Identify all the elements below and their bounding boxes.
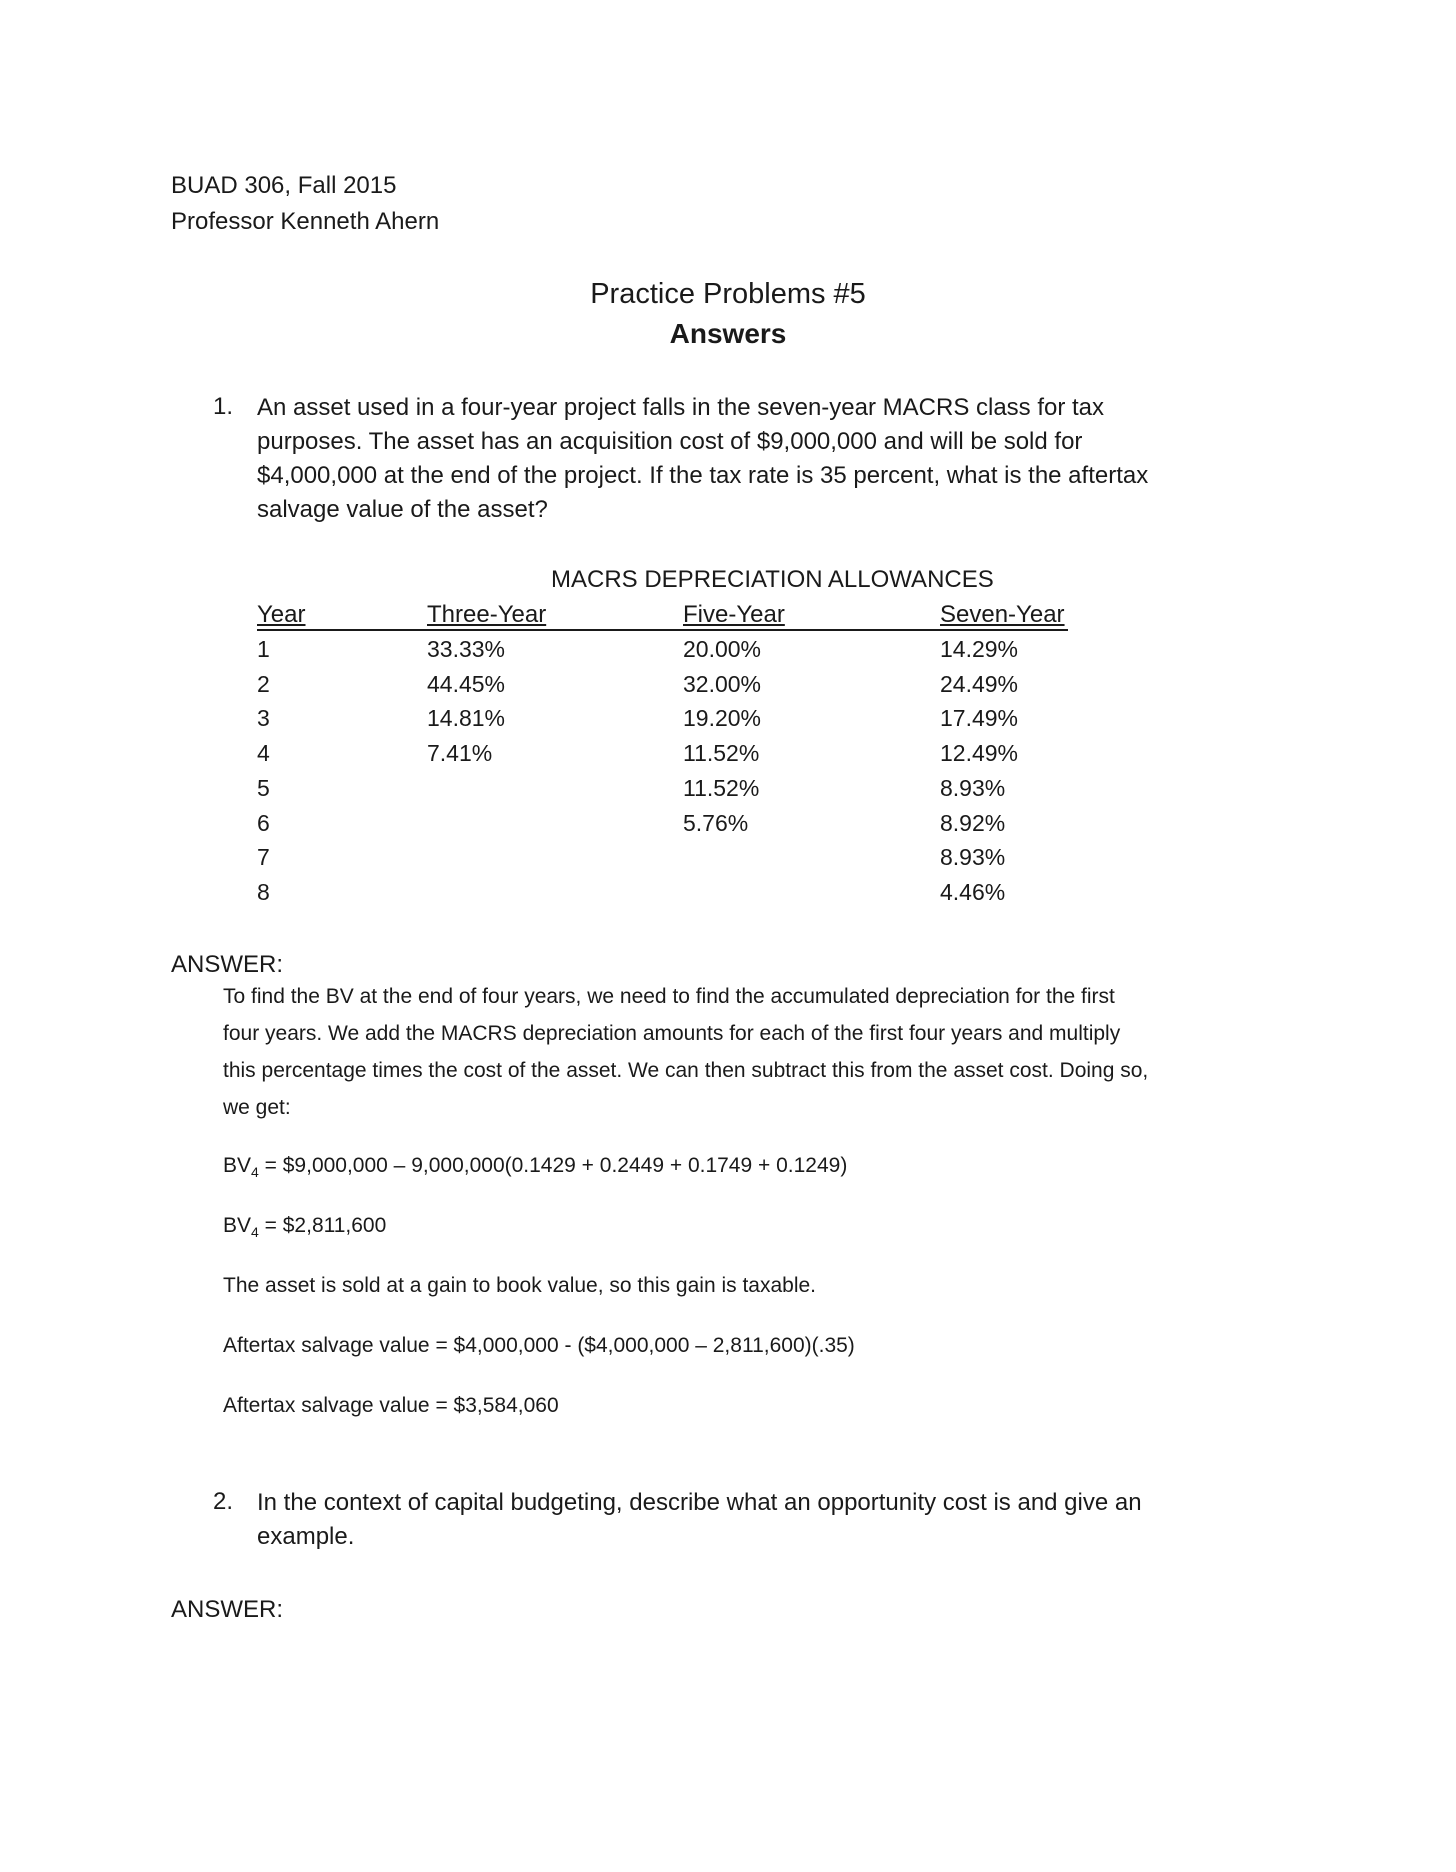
answer-2-label: ANSWER:: [171, 1596, 284, 1623]
professor-name: Professor Kenneth Ahern: [171, 208, 440, 235]
equation-book-value: [223, 1154, 847, 1180]
equation-bv-label: BV: [223, 1214, 252, 1237]
table-cell-year: 6: [257, 810, 270, 836]
question-1-line: purposes. The asset has an acquisition cost of $9,000,000 and will be sold for: [257, 428, 1083, 455]
table-title: MACRS DEPRECIATION ALLOWANCES: [551, 566, 994, 593]
page-title: Practice Problems #5: [590, 278, 866, 310]
table-cell-rate: 19.20%: [683, 705, 762, 731]
question-1-line: $4,000,000 at the end of the project. If the tax rate is 35 percent, what is the aftertax: [257, 462, 1149, 489]
table-cell-rate: 20.00%: [683, 636, 762, 662]
equation-aftertax-salvage-result: Aftertax salvage value = $3,584,060: [223, 1394, 559, 1417]
page-subtitle: Answers: [669, 318, 787, 349]
table-cell-rate: 17.49%: [940, 705, 1019, 731]
table-cell-year: 1: [257, 636, 270, 662]
table-header-seven-year: Seven-Year: [940, 601, 1065, 628]
table-cell-rate: 5.76%: [683, 810, 749, 836]
answer-1-line: To find the BV at the end of four years, we need to find the accumulated depreciation for the first: [223, 985, 1115, 1008]
answer-1-text: [223, 978, 1303, 1126]
table-cell-year: 2: [257, 671, 270, 697]
question-2-text: [257, 1486, 1307, 1554]
answer-1-line: four years. We add the MACRS depreciation amounts for each of the first four years and multiply: [223, 1022, 1121, 1045]
question-1-number: 1.: [213, 393, 234, 420]
answer-1-label: ANSWER:: [171, 951, 284, 978]
question-2-line: In the context of capital budgeting, describe what an opportunity cost is and give an: [257, 1489, 1142, 1516]
table-cell-rate: 8.92%: [940, 810, 1006, 836]
equation-bv-result: = $2,811,600: [258, 1214, 387, 1237]
table-cell-rate: 32.00%: [683, 671, 762, 697]
table-cell-rate: 12.49%: [940, 740, 1019, 766]
table-cell-rate: 44.45%: [427, 671, 506, 697]
table-cell-rate: 8.93%: [940, 844, 1006, 870]
question-1-line: An asset used in a four-year project falls in the seven-year MACRS class for tax: [257, 394, 1105, 421]
answer-1-line: we get:: [223, 1096, 291, 1119]
table-cell-year: 3: [257, 705, 270, 731]
table-cell-rate: 11.52%: [683, 740, 760, 766]
table-cell-rate: 11.52%: [683, 775, 760, 801]
table-cell-year: 4: [257, 740, 270, 766]
table-cell-year: 8: [257, 879, 270, 905]
table-cell-rate: 14.29%: [940, 636, 1019, 662]
table-header-five-year: Five-Year: [683, 601, 785, 628]
question-2-number: 2.: [213, 1488, 234, 1515]
equation-bv-subscript: 4: [251, 1164, 259, 1181]
course-heading: BUAD 306, Fall 2015: [171, 172, 397, 199]
table-cell-rate: 8.93%: [940, 775, 1006, 801]
table-cell-rate: 14.81%: [427, 705, 506, 731]
table-cell-year: 7: [257, 844, 270, 870]
equation-bv-expression: = $9,000,000 – 9,000,000(0.1429 + 0.2449 + 0.1749 + 0.1249): [258, 1154, 848, 1177]
table-cell-rate: 7.41%: [427, 740, 493, 766]
table-header-year: Year: [257, 601, 306, 628]
question-1-text: [257, 391, 1307, 527]
equation-book-value-result: [223, 1214, 386, 1240]
table-cell-rate: 24.49%: [940, 671, 1019, 697]
table-cell-rate: 4.46%: [940, 879, 1006, 905]
equation-aftertax-salvage: Aftertax salvage value = $4,000,000 - ($4,000,000 – 2,811,600)(.35): [223, 1334, 855, 1357]
equation-bv-subscript: 4: [251, 1224, 259, 1241]
equation-bv-label: BV: [223, 1154, 252, 1177]
question-1-line: salvage value of the asset?: [257, 496, 548, 523]
gain-note: The asset is sold at a gain to book value, so this gain is taxable.: [223, 1274, 817, 1297]
table-header-rule: [257, 629, 1068, 631]
table-cell-year: 5: [257, 775, 270, 801]
table-header-three-year: Three-Year: [427, 601, 547, 628]
answer-1-line: this percentage times the cost of the asset. We can then subtract this from the asset cost. Doing so,: [223, 1059, 1149, 1082]
question-2-line: example.: [257, 1523, 355, 1550]
table-cell-rate: 33.33%: [427, 636, 506, 662]
